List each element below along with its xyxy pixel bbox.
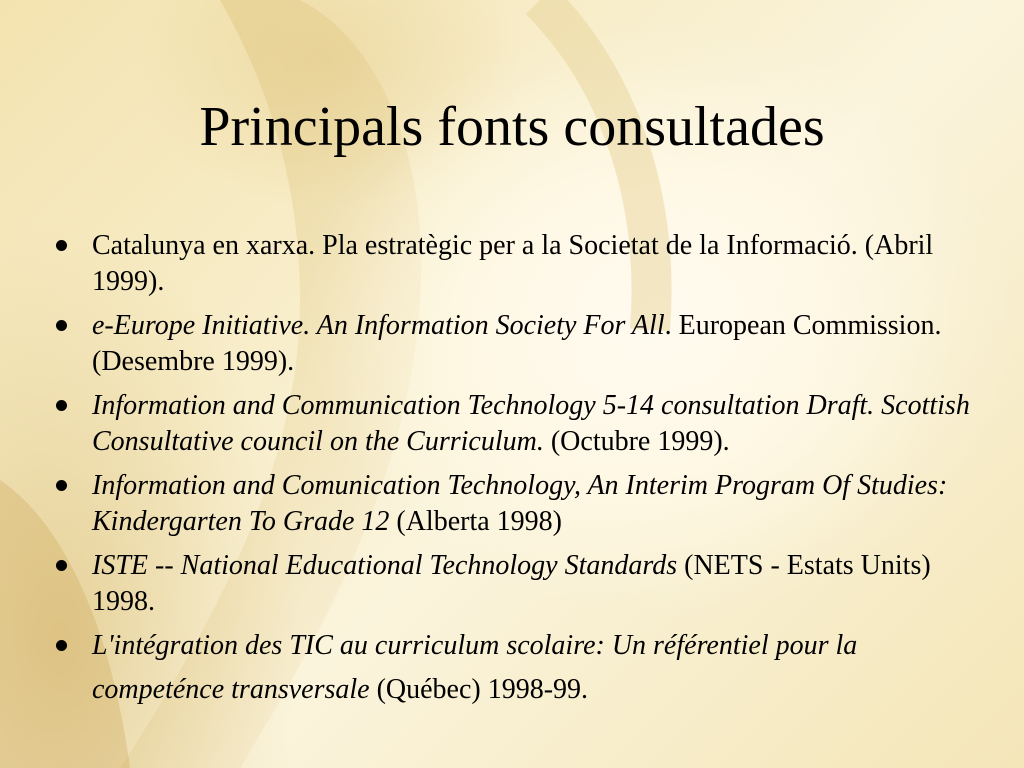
item-text: (NETS - Estats Units) 1998. [92, 550, 931, 617]
item-text: (Octubre 1999). [543, 426, 730, 457]
item-title-italic: ISTE -- National Educational Technology Standards [92, 550, 678, 581]
list-item [52, 468, 982, 540]
item-text: Catalunya en xarxa. Pla estratègic per a la Societat de la Informació. (Abril 1999). [92, 230, 934, 297]
sources-list [52, 228, 982, 720]
item-text: (Alberta 1998) [389, 506, 562, 537]
item-text: (Québec) 1998-99. [369, 674, 589, 705]
item-title-italic: L'intégration des TIC au curriculum scolaire: Un référentiel pour la competénce transversale [92, 630, 858, 705]
item-title-italic: e-Europe Initiative. An Information Society For All [92, 310, 665, 341]
item-title-italic: Information and Communication Technology 5-14 consultation Draft. Scottish Consultative council on the Curriculum. [92, 390, 970, 457]
list-item [52, 548, 982, 620]
bullet-icon [56, 480, 67, 491]
bullet-icon [56, 320, 67, 331]
item-title-italic: Information and Comunication Technology, An Interim Program Of Studies: Kindergarten To Grade 12 [92, 470, 948, 537]
item-text: . European Commission. (Desembre 1999). [92, 310, 942, 377]
bullet-icon [56, 240, 67, 251]
bullet-icon [56, 400, 67, 411]
bullet-icon [56, 640, 67, 651]
list-item [52, 388, 982, 460]
list-item [52, 624, 982, 712]
list-item [52, 308, 982, 380]
bullet-icon [56, 560, 67, 571]
slide-title: Principals fonts consultades [199, 96, 825, 158]
list-item [52, 228, 982, 300]
